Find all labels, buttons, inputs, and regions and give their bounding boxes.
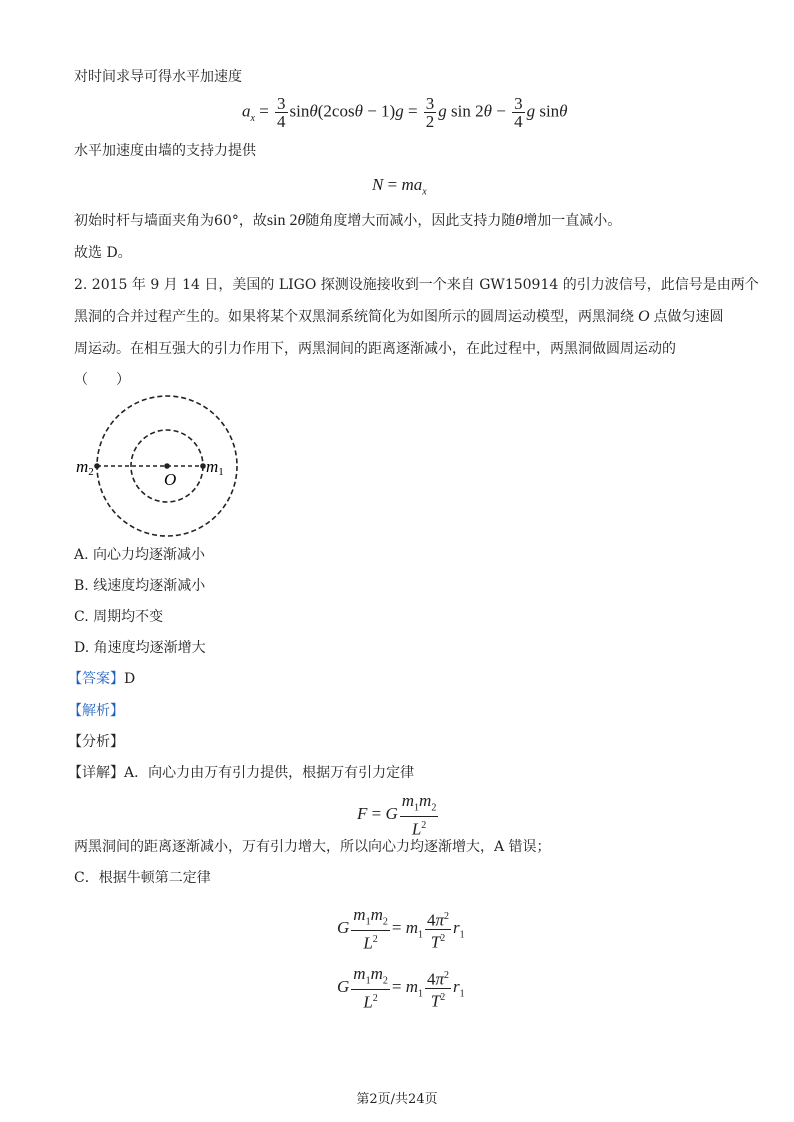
label-m2: m2 xyxy=(76,457,94,478)
text-line-a-conclusion: 两黑洞间的距离逐渐减小，万有引力增大，所以向心力均逐渐增大，A 错误； xyxy=(74,839,551,855)
option-c: C. 周期均不变 xyxy=(74,609,164,625)
question-2-line-2: 黑洞的合并过程产生的。如果将某个双黑洞系统简化为如图所示的圆周运动模型，两黑洞绕 O 点做匀速圆 xyxy=(74,308,724,325)
text-line-derivative: 对时间求导可得水平加速度 xyxy=(74,69,242,85)
formula-newton-second-law-1: G $\frac{m_1m_2}{L^2}$ = $m_1$ $\frac{4\pi^2}{T^2}$ $r_1$ xyxy=(337,905,465,954)
answer-value: D xyxy=(124,671,136,687)
text-line-choose-d: 故选 D。 xyxy=(74,245,132,261)
option-d: D. 角速度均逐渐增大 xyxy=(74,640,206,656)
formula-newton-second-law-2: G $\frac{m_1m_2}{L^2}$ = $m_1$ $\frac{4\pi^2}{T^2}$ $r_1$ xyxy=(337,964,465,1013)
text-line-support-force: 水平加速度由墙的支持力提供 xyxy=(74,143,256,159)
m1-point xyxy=(200,463,206,469)
question-2-line-3: 周运动。在相互强大的引力作用下，两黑洞间的距离逐渐减小，在此过程中，两黑洞做圆周运动的 xyxy=(74,341,676,357)
m2-point xyxy=(94,463,100,469)
center-point-O xyxy=(164,463,170,469)
option-a: A. 向心力均逐渐减小 xyxy=(74,547,206,563)
text-line-conclusion: 初始时杆与墙面夹角为60°，故sin 2θ随角度增大而减小，因此支持力随θ增加一直减小。 xyxy=(74,212,622,229)
answer-line xyxy=(68,669,135,689)
label-O: O xyxy=(164,470,177,489)
formula-normal-force: $N = ma_x$ xyxy=(372,175,427,198)
question-2-line-1: 2. 2015 年 9 月 14 日，美国的 LIGO 探测设施接收到一个来自 GW150914 的引力波信号，此信号是由两个 xyxy=(74,277,759,293)
fenxi-tag: 【分析】 xyxy=(68,734,124,750)
binary-black-hole-diagram xyxy=(70,392,250,542)
text-line-c-intro: C．根据牛顿第二定律 xyxy=(74,870,211,886)
page-footer: 第2页/共24页 xyxy=(356,1092,438,1107)
option-b: B. 线速度均逐渐减小 xyxy=(74,578,206,594)
analysis-tag: 【解析】 xyxy=(68,703,124,719)
answer-tag: 【答案】 xyxy=(68,671,124,687)
xiangjie-line: 【详解】A．向心力由万有引力提供，根据万有引力定律 xyxy=(68,765,415,781)
question-2-paren: （ ） xyxy=(74,372,130,388)
formula-gravitation: F = G $\frac{m_1m_2}{L^2}$ xyxy=(357,791,437,840)
label-m1: m1 xyxy=(206,457,224,478)
formula-horizontal-acceleration: $a_x$ = $\frac{3}{4}$ sinθ(2cosθ − 1)g = $\frac{3}{2}$ g sin 2θ − $\frac{3}{4}$ g sinθ xyxy=(242,94,568,131)
